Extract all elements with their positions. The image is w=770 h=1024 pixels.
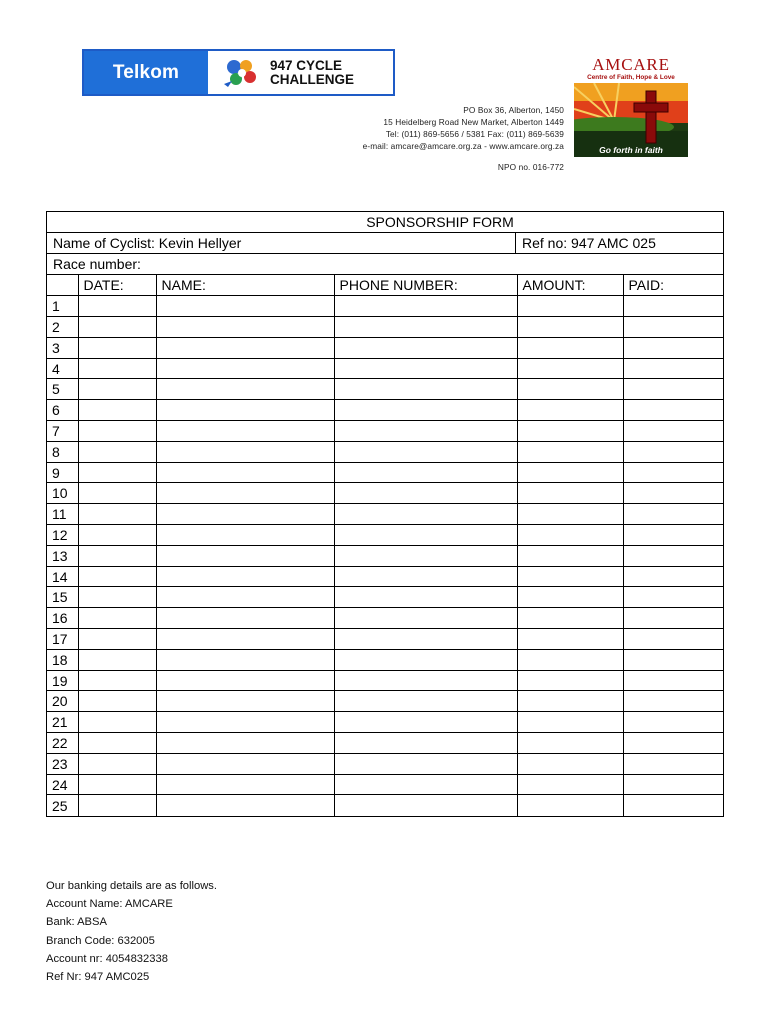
amcare-subtitle: Centre of Faith, Hope & Love bbox=[587, 74, 675, 81]
table-row bbox=[47, 504, 723, 525]
paid-cell[interactable] bbox=[623, 296, 723, 317]
col-phone: PHONE NUMBER: bbox=[334, 275, 517, 296]
amcare-logo bbox=[574, 56, 688, 157]
table-row bbox=[47, 545, 723, 566]
row-number: 4 bbox=[47, 358, 78, 379]
date-cell[interactable] bbox=[78, 753, 156, 774]
name-cell[interactable] bbox=[156, 774, 334, 795]
table-row bbox=[47, 358, 723, 379]
table-row bbox=[47, 629, 723, 650]
form-title: SPONSORSHIP FORM bbox=[47, 212, 723, 233]
table-row bbox=[47, 649, 723, 670]
date-cell[interactable] bbox=[78, 566, 156, 587]
name-cell[interactable] bbox=[156, 379, 334, 400]
phone-cell[interactable] bbox=[334, 608, 517, 629]
phone-cell[interactable] bbox=[334, 462, 517, 483]
name-cell[interactable] bbox=[156, 545, 334, 566]
amount-cell[interactable] bbox=[517, 691, 623, 712]
row-number: 24 bbox=[47, 774, 78, 795]
amount-cell[interactable] bbox=[517, 358, 623, 379]
date-cell[interactable] bbox=[78, 504, 156, 525]
row-number: 16 bbox=[47, 608, 78, 629]
name-cell[interactable] bbox=[156, 795, 334, 816]
phone-cell[interactable] bbox=[334, 400, 517, 421]
row-number: 18 bbox=[47, 649, 78, 670]
date-cell[interactable] bbox=[78, 441, 156, 462]
paid-cell[interactable] bbox=[623, 379, 723, 400]
paid-cell[interactable] bbox=[623, 358, 723, 379]
paid-cell[interactable] bbox=[623, 629, 723, 650]
row-number: 20 bbox=[47, 691, 78, 712]
date-cell[interactable] bbox=[78, 587, 156, 608]
phone-cell[interactable] bbox=[334, 566, 517, 587]
row-number: 17 bbox=[47, 629, 78, 650]
paid-cell[interactable] bbox=[623, 608, 723, 629]
amount-cell[interactable] bbox=[517, 296, 623, 317]
sponsor-banner bbox=[82, 49, 395, 96]
amount-cell[interactable] bbox=[517, 421, 623, 442]
amount-cell[interactable] bbox=[517, 566, 623, 587]
amount-cell[interactable] bbox=[517, 608, 623, 629]
phone-cell[interactable] bbox=[334, 296, 517, 317]
name-cell[interactable] bbox=[156, 753, 334, 774]
date-cell[interactable] bbox=[78, 400, 156, 421]
name-cell[interactable] bbox=[156, 296, 334, 317]
phone-cell[interactable] bbox=[334, 483, 517, 504]
phone-cell[interactable] bbox=[334, 670, 517, 691]
date-cell[interactable] bbox=[78, 608, 156, 629]
date-cell[interactable] bbox=[78, 525, 156, 546]
col-name: NAME: bbox=[156, 275, 334, 296]
paid-cell[interactable] bbox=[623, 441, 723, 462]
phone-cell[interactable] bbox=[334, 649, 517, 670]
row-number: 25 bbox=[47, 795, 78, 816]
phone-cell[interactable] bbox=[334, 441, 517, 462]
event-name-line2: CHALLENGE bbox=[270, 71, 354, 87]
phone-cell[interactable] bbox=[334, 317, 517, 338]
row-number: 12 bbox=[47, 525, 78, 546]
paid-cell[interactable] bbox=[623, 691, 723, 712]
contact-email: e-mail: amcare@amcare.org.za - www.amcare.org.za bbox=[362, 141, 564, 151]
paid-cell[interactable] bbox=[623, 400, 723, 421]
table-row bbox=[47, 379, 723, 400]
paid-cell[interactable] bbox=[623, 462, 723, 483]
amount-cell[interactable] bbox=[517, 462, 623, 483]
date-cell[interactable] bbox=[78, 629, 156, 650]
amount-cell[interactable] bbox=[517, 525, 623, 546]
table-row bbox=[47, 337, 723, 358]
amount-cell[interactable] bbox=[517, 504, 623, 525]
cycle-challenge-icon bbox=[222, 57, 260, 89]
date-cell[interactable] bbox=[78, 691, 156, 712]
col-amount: AMOUNT: bbox=[517, 275, 623, 296]
table-row bbox=[47, 691, 723, 712]
phone-cell[interactable] bbox=[334, 358, 517, 379]
account-number: Account nr: 4054832338 bbox=[46, 952, 168, 965]
paid-cell[interactable] bbox=[623, 317, 723, 338]
phone-cell[interactable] bbox=[334, 545, 517, 566]
row-number: 13 bbox=[47, 545, 78, 566]
paid-cell[interactable] bbox=[623, 483, 723, 504]
amount-cell[interactable] bbox=[517, 753, 623, 774]
col-date: DATE: bbox=[78, 275, 156, 296]
paid-cell[interactable] bbox=[623, 733, 723, 754]
table-row bbox=[47, 483, 723, 504]
name-cell[interactable] bbox=[156, 733, 334, 754]
row-number: 22 bbox=[47, 733, 78, 754]
table-row bbox=[47, 774, 723, 795]
amount-cell[interactable] bbox=[517, 774, 623, 795]
table-row bbox=[47, 795, 723, 816]
phone-cell[interactable] bbox=[334, 795, 517, 816]
amount-cell[interactable] bbox=[517, 483, 623, 504]
name-cell[interactable] bbox=[156, 317, 334, 338]
name-cell[interactable] bbox=[156, 504, 334, 525]
row-number: 5 bbox=[47, 379, 78, 400]
date-cell[interactable] bbox=[78, 649, 156, 670]
name-cell[interactable] bbox=[156, 441, 334, 462]
contact-phone: Tel: (011) 869-5656 / 5381 Fax: (011) 869-5639 bbox=[385, 129, 564, 139]
date-cell[interactable] bbox=[78, 379, 156, 400]
row-number: 1 bbox=[47, 296, 78, 317]
amount-cell[interactable] bbox=[517, 795, 623, 816]
cyclist-row bbox=[47, 233, 723, 254]
paid-cell[interactable] bbox=[623, 753, 723, 774]
row-number: 11 bbox=[47, 504, 78, 525]
row-number: 7 bbox=[47, 421, 78, 442]
amcare-cross-icon bbox=[574, 83, 688, 157]
col-number bbox=[47, 275, 78, 296]
row-number: 6 bbox=[47, 400, 78, 421]
ref-number: Ref no: 947 AMC 025 bbox=[522, 235, 656, 251]
row-number: 8 bbox=[47, 441, 78, 462]
event-name-line1: 947 CYCLE bbox=[270, 57, 343, 73]
paid-cell[interactable] bbox=[623, 587, 723, 608]
table-row bbox=[47, 712, 723, 733]
phone-cell[interactable] bbox=[334, 691, 517, 712]
row-number: 2 bbox=[47, 317, 78, 338]
date-cell[interactable] bbox=[78, 545, 156, 566]
date-cell[interactable] bbox=[78, 774, 156, 795]
table-row bbox=[47, 525, 723, 546]
reference-number: Ref Nr: 947 AMC025 bbox=[46, 971, 150, 984]
name-cell[interactable] bbox=[156, 587, 334, 608]
phone-cell[interactable] bbox=[334, 753, 517, 774]
amount-cell[interactable] bbox=[517, 629, 623, 650]
race-number-field: Race number: bbox=[47, 254, 723, 275]
banking-intro: Our banking details are as follows. bbox=[46, 880, 218, 892]
telkom-logo: Telkom bbox=[84, 51, 208, 94]
amcare-title: AMCARE bbox=[592, 55, 670, 74]
contact-postal: PO Box 36, Alberton, 1450 bbox=[463, 105, 564, 115]
table-row bbox=[47, 587, 723, 608]
name-cell[interactable] bbox=[156, 358, 334, 379]
phone-cell[interactable] bbox=[334, 421, 517, 442]
date-cell[interactable] bbox=[78, 712, 156, 733]
row-number: 9 bbox=[47, 462, 78, 483]
name-cell[interactable] bbox=[156, 670, 334, 691]
name-cell[interactable] bbox=[156, 712, 334, 733]
name-cell[interactable] bbox=[156, 421, 334, 442]
amount-cell[interactable] bbox=[517, 587, 623, 608]
amount-cell[interactable] bbox=[517, 733, 623, 754]
paid-cell[interactable] bbox=[623, 649, 723, 670]
branch-code: Branch Code: 632005 bbox=[46, 934, 155, 947]
row-number: 14 bbox=[47, 566, 78, 587]
phone-cell[interactable] bbox=[334, 712, 517, 733]
table-row bbox=[47, 566, 723, 587]
amount-cell[interactable] bbox=[517, 712, 623, 733]
name-cell[interactable] bbox=[156, 483, 334, 504]
paid-cell[interactable] bbox=[623, 525, 723, 546]
paid-cell[interactable] bbox=[623, 337, 723, 358]
table-row bbox=[47, 753, 723, 774]
paid-cell[interactable] bbox=[623, 712, 723, 733]
row-number: 10 bbox=[47, 483, 78, 504]
name-cell[interactable] bbox=[156, 691, 334, 712]
phone-cell[interactable] bbox=[334, 587, 517, 608]
name-cell[interactable] bbox=[156, 462, 334, 483]
amount-cell[interactable] bbox=[517, 670, 623, 691]
table-row bbox=[47, 733, 723, 754]
row-number: 21 bbox=[47, 712, 78, 733]
amount-cell[interactable] bbox=[517, 649, 623, 670]
npo-number: NPO no. 016-772 bbox=[497, 162, 564, 172]
table-row bbox=[47, 317, 723, 338]
date-cell[interactable] bbox=[78, 795, 156, 816]
amount-cell[interactable] bbox=[517, 379, 623, 400]
phone-cell[interactable] bbox=[334, 525, 517, 546]
name-cell[interactable] bbox=[156, 629, 334, 650]
sponsor-table bbox=[47, 275, 723, 816]
name-cell[interactable] bbox=[156, 649, 334, 670]
table-row bbox=[47, 400, 723, 421]
banking-details bbox=[46, 877, 217, 986]
paid-cell[interactable] bbox=[623, 774, 723, 795]
date-cell[interactable] bbox=[78, 296, 156, 317]
row-number: 19 bbox=[47, 670, 78, 691]
table-row bbox=[47, 608, 723, 629]
col-paid: PAID: bbox=[623, 275, 723, 296]
cyclist-name: Name of Cyclist: Kevin Hellyer bbox=[47, 233, 516, 253]
phone-cell[interactable] bbox=[334, 379, 517, 400]
date-cell[interactable] bbox=[78, 421, 156, 442]
table-row bbox=[47, 441, 723, 462]
table-row bbox=[47, 462, 723, 483]
name-cell[interactable] bbox=[156, 608, 334, 629]
amount-cell[interactable] bbox=[517, 400, 623, 421]
bank-name: Bank: ABSA bbox=[46, 916, 107, 929]
amount-cell[interactable] bbox=[517, 337, 623, 358]
amount-cell[interactable] bbox=[517, 317, 623, 338]
paid-cell[interactable] bbox=[623, 545, 723, 566]
sponsorship-form bbox=[46, 211, 724, 817]
amcare-motto: Go forth in faith bbox=[599, 145, 663, 155]
table-row bbox=[47, 670, 723, 691]
table-row bbox=[47, 421, 723, 442]
contact-street: 15 Heidelberg Road New Market, Alberton 1449 bbox=[383, 117, 564, 127]
name-cell[interactable] bbox=[156, 400, 334, 421]
date-cell[interactable] bbox=[78, 733, 156, 754]
name-cell[interactable] bbox=[156, 566, 334, 587]
name-cell[interactable] bbox=[156, 525, 334, 546]
account-name: Account Name: AMCARE bbox=[46, 898, 173, 911]
name-cell[interactable] bbox=[156, 337, 334, 358]
row-number: 3 bbox=[47, 337, 78, 358]
amount-cell[interactable] bbox=[517, 441, 623, 462]
row-number: 15 bbox=[47, 587, 78, 608]
date-cell[interactable] bbox=[78, 483, 156, 504]
phone-cell[interactable] bbox=[334, 629, 517, 650]
date-cell[interactable] bbox=[78, 317, 156, 338]
date-cell[interactable] bbox=[78, 462, 156, 483]
phone-cell[interactable] bbox=[334, 733, 517, 754]
paid-cell[interactable] bbox=[623, 566, 723, 587]
date-cell[interactable] bbox=[78, 358, 156, 379]
amount-cell[interactable] bbox=[517, 545, 623, 566]
date-cell[interactable] bbox=[78, 337, 156, 358]
paid-cell[interactable] bbox=[623, 670, 723, 691]
phone-cell[interactable] bbox=[334, 337, 517, 358]
paid-cell[interactable] bbox=[623, 504, 723, 525]
paid-cell[interactable] bbox=[623, 421, 723, 442]
contact-details bbox=[363, 104, 564, 173]
row-number: 23 bbox=[47, 753, 78, 774]
table-row bbox=[47, 296, 723, 317]
paid-cell[interactable] bbox=[623, 795, 723, 816]
table-header bbox=[47, 275, 723, 296]
date-cell[interactable] bbox=[78, 670, 156, 691]
phone-cell[interactable] bbox=[334, 504, 517, 525]
phone-cell[interactable] bbox=[334, 774, 517, 795]
cycle-challenge-logo bbox=[208, 51, 393, 94]
